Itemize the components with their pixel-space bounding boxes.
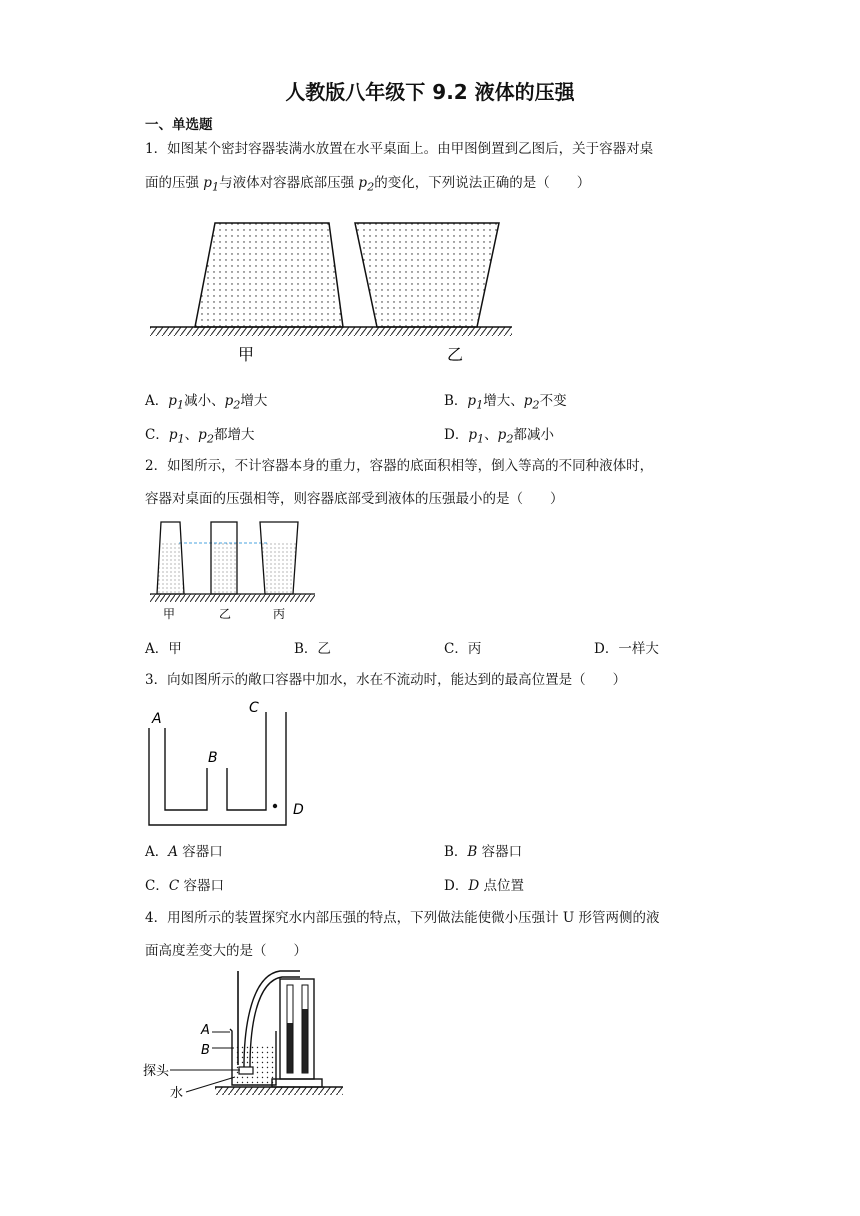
section-heading: 一、单选题 — [145, 117, 213, 133]
fig-label-b: B — [201, 1043, 210, 1058]
fig-label-c: C — [249, 700, 259, 716]
fig-label-water: 水 — [170, 1086, 184, 1101]
fig-label-d: D — [293, 802, 304, 818]
fig-label-yi: 乙 — [219, 607, 232, 621]
fig-label-a: A — [152, 711, 162, 727]
q4-stem-line2: 面高度差变大的是（ ） — [145, 943, 307, 959]
q2-figure — [145, 518, 320, 626]
q1-option-b[interactable]: B．$p_1$增大、$p_2$不变 — [444, 393, 567, 412]
fig-label-b: B — [208, 750, 218, 766]
fig-label-jia: 甲 — [163, 607, 176, 621]
q1-figure — [145, 215, 515, 370]
q4-figure — [140, 965, 350, 1105]
fig-label-jia: 甲 — [238, 345, 255, 364]
q1-option-d[interactable]: D．$p_1$、$p_2$都减小 — [444, 427, 554, 446]
q2-option-a[interactable]: A．甲 — [145, 641, 182, 657]
fig-label-bing: 丙 — [273, 607, 286, 621]
q2-option-b[interactable]: B．乙 — [294, 641, 331, 657]
fig-label-a: A — [201, 1023, 210, 1038]
container-yi — [355, 223, 499, 327]
q2-stem-line2: 容器对桌面的压强相等，则容器底部受到液体的压强最小的是（ ） — [145, 491, 564, 507]
q1-stem-line1: 1．如图某个密封容器装满水放置在水平桌面上。由甲图倒置到乙图后，关于容器对桌 — [145, 141, 654, 157]
q3-option-c[interactable]: C．C 容器口 — [145, 878, 224, 894]
q1-option-c[interactable]: C．$p_1$、$p_2$都增大 — [145, 427, 255, 446]
container-jia — [195, 223, 343, 327]
q3-option-b[interactable]: B．B 容器口 — [444, 844, 523, 860]
q1-stem-line2: 面的压强 $p_1$与液体对容器底部压强 $p_2$的变化，下列说法正确的是（ ） — [145, 175, 591, 194]
q2-stem-line1: 2．如图所示，不计容器本身的重力，容器的底面积相等，倒入等高的不同种液体时， — [145, 458, 654, 474]
page-title: 人教版八年级下 9.2 液体的压强 — [285, 80, 575, 104]
q2-option-d[interactable]: D．一样大 — [594, 641, 659, 657]
q4-stem-line1: 4．用图所示的装置探究水内部压强的特点，下列做法能使微小压强计 U 形管两侧的液 — [145, 910, 660, 926]
fig-label-probe: 探头 — [143, 1064, 170, 1079]
q3-option-d[interactable]: D．D 点位置 — [444, 878, 524, 894]
q3-figure — [145, 698, 320, 830]
q3-option-a[interactable]: A．A 容器口 — [145, 844, 223, 860]
q3-stem-line1: 3．向如图所示的敞口容器中加水，水在不流动时，能达到的最高位置是（ ） — [145, 672, 627, 688]
q1-option-a[interactable]: A．$p_1$减小、$p_2$增大 — [145, 393, 268, 412]
fig-label-yi: 乙 — [447, 345, 464, 364]
q2-option-c[interactable]: C．丙 — [444, 641, 482, 657]
